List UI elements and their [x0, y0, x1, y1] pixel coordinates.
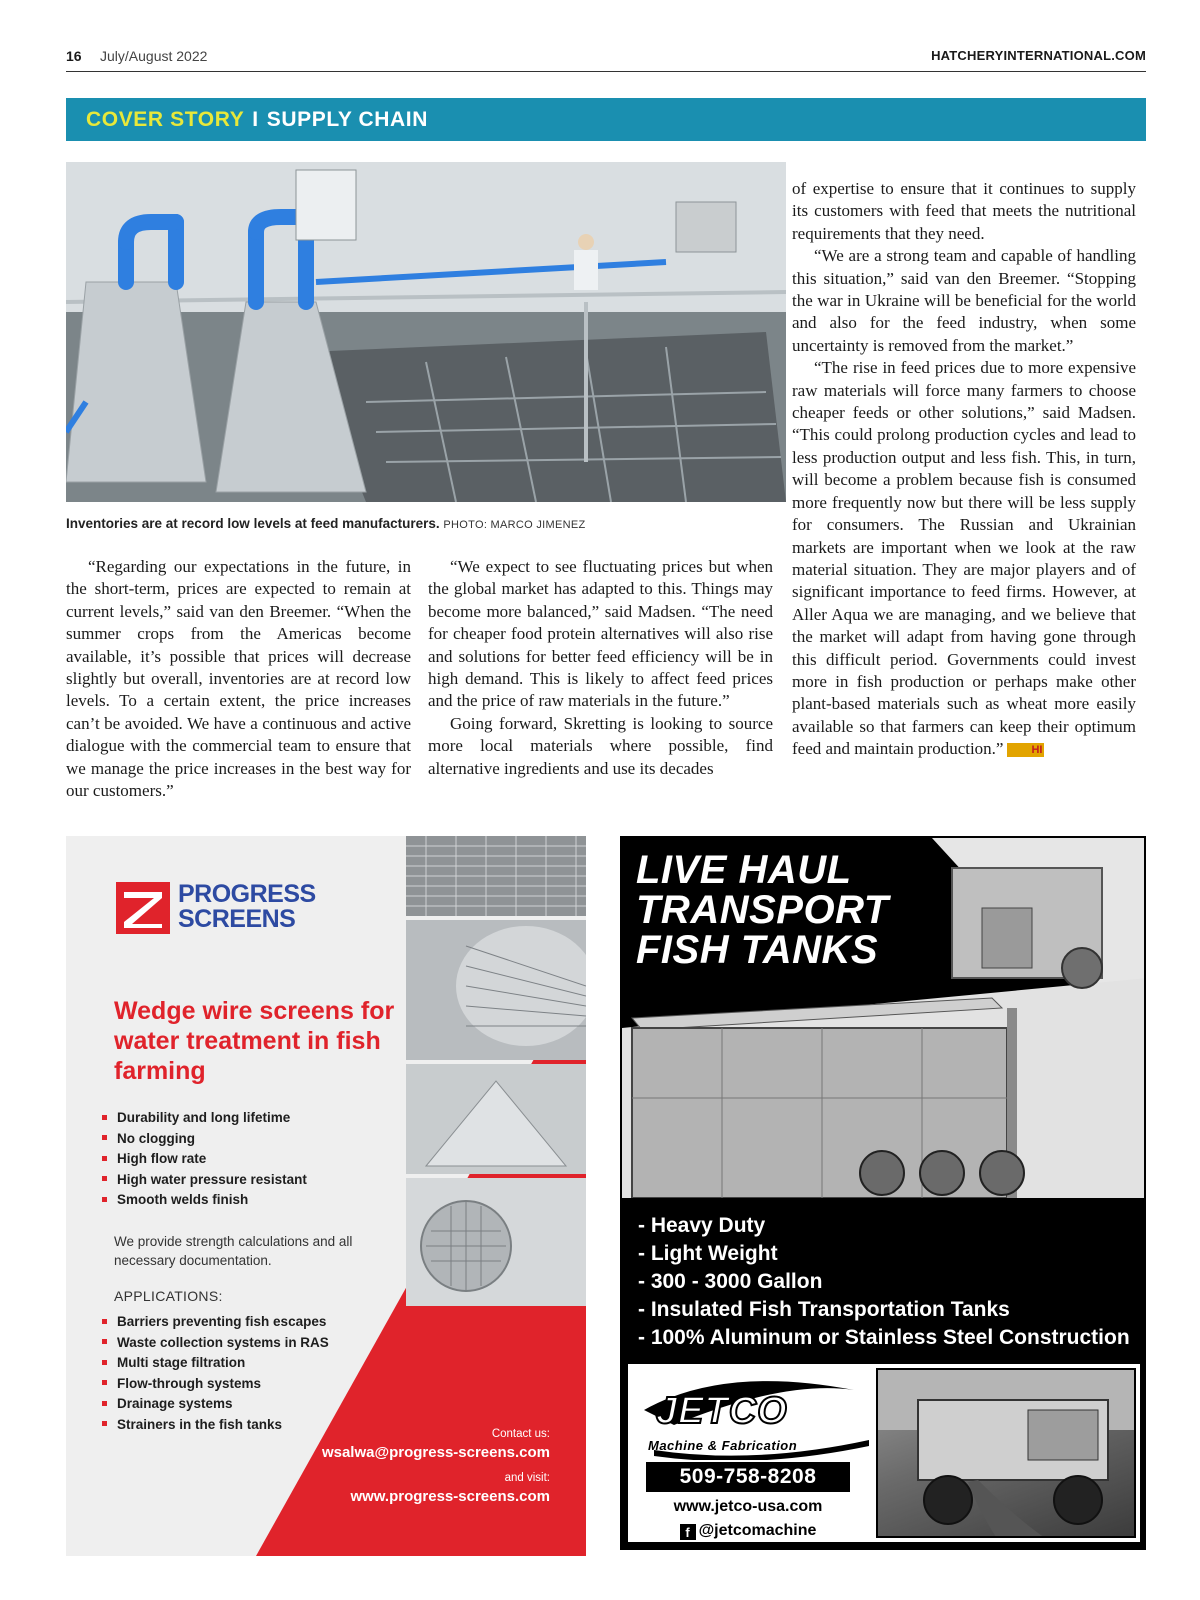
site-name[interactable]: HATCHERYINTERNATIONAL.COM: [931, 48, 1146, 63]
article-column-1: [66, 556, 411, 802]
ad-headline: Wedge wire screens for water treatment in fish farming: [114, 997, 395, 1085]
paragraph: Going forward, Skretting is looking to source more local materials where possible, find alternative ingredients and use its decades: [428, 713, 773, 778]
visit-label: and visit:: [504, 1472, 550, 1484]
truck-photo: [876, 1368, 1136, 1538]
phone-number[interactable]: 509-758-8208: [646, 1462, 850, 1492]
contact-website[interactable]: www.progress-screens.com: [350, 1488, 550, 1505]
logo-mark: [116, 882, 170, 934]
photo-credit: PHOTO: MARCO JIMENEZ: [443, 519, 586, 531]
brand-line-1: PROGRESS: [178, 880, 316, 908]
end-mark-icon: HI: [1007, 743, 1044, 757]
section-secondary: SUPPLY CHAIN: [266, 108, 428, 131]
list-item: Smooth welds finish: [102, 1190, 307, 1211]
list-item: - Heavy Duty: [638, 1212, 1130, 1240]
list-item: - 100% Aluminum or Stainless Steel Construction: [638, 1324, 1130, 1352]
list-item: Strainers in the fish tanks: [102, 1415, 329, 1436]
social-text: @jetcomachine: [698, 1522, 817, 1539]
section-primary: COVER STORY: [86, 108, 245, 131]
paragraph: [792, 357, 1136, 760]
title-line: LIVE HAUL: [636, 848, 852, 892]
list-item: - Insulated Fish Transportation Tanks: [638, 1296, 1130, 1324]
ad-contact-panel: [628, 1364, 1140, 1542]
contact-email[interactable]: wsalwa@progress-screens.com: [321, 1444, 550, 1461]
list-item: - Light Weight: [638, 1240, 1130, 1268]
list-item: - 300 - 3000 Gallon: [638, 1268, 1130, 1296]
progress-screens-ad[interactable]: [66, 836, 586, 1556]
paragraph: “Regarding our expectations in the future, in the short-term, prices are expected to remain at current levels,” said van den Breemer. “When the summer crops from the Americas become available, it’s possible that prices will decrease slightly but overall, inventories are at record low levels. To a certain extent, the price increases can’t be avoided. We have a continuous and active dialogue with the commercial team to ensure that we manage the price increases in the best way for our customers.”: [66, 557, 411, 801]
feature-list: [102, 1108, 307, 1211]
page-number: 16: [66, 48, 82, 64]
list-item: Flow-through systems: [102, 1374, 329, 1395]
ad-title: [636, 850, 889, 970]
feature-list: [638, 1212, 1130, 1352]
progress-screens-logo-icon: [116, 882, 170, 934]
photo-caption: [66, 516, 786, 531]
list-item: Multi stage filtration: [102, 1353, 329, 1374]
social-handle[interactable]: [646, 1522, 850, 1540]
truck-illustration: [878, 1370, 1136, 1538]
facebook-icon: f: [680, 1524, 696, 1540]
website-link[interactable]: www.jetco-usa.com: [673, 1498, 823, 1515]
article-column-2: [428, 556, 773, 780]
jetco-tagline: Machine & Fabrication: [648, 1438, 798, 1453]
page-header: [66, 46, 1146, 72]
hatchery-illustration: [66, 162, 786, 502]
paragraph: “We are a strong team and capable of handling this situation,” said van den Breemer. “Stopping the war in Ukraine will be beneficial for the world and also for the feed industry, when some uncertainty is removed from the market.”: [792, 246, 1136, 355]
contact-label: Contact us:: [491, 1428, 550, 1440]
brand-line-2: SCREENS: [178, 905, 296, 933]
list-item: No clogging: [102, 1129, 307, 1150]
list-item: Waste collection systems in RAS: [102, 1333, 329, 1354]
article-column-3: [792, 178, 1136, 761]
article-photo: [66, 162, 786, 502]
section-bar: [66, 98, 1146, 141]
title-line: TRANSPORT: [636, 888, 889, 932]
product-photos: [406, 836, 586, 1306]
paragraph: “We expect to see fluctuating prices but when the global market has adapted to this. Things may become more balanced,” said Madsen. “The need for cheaper food protein alternatives will also rise and solutions for better feed efficiency will be in high demand. This is likely to affect feed prices and the price of raw materials in the future.”: [428, 557, 773, 711]
issue-date: July/August 2022: [100, 48, 208, 64]
applications-heading: APPLICATIONS:: [114, 1288, 223, 1304]
brand-name: [178, 882, 316, 932]
paragraph-text: “The rise in feed prices due to more expensive raw materials will force many farmers to choose cheaper feeds or other solutions,” said Madsen. “This could prolong production cycles and lead to less production output and less fish. This, in turn, will become a problem because fish is consumed more frequently now but there will be less supply for consumers. The Russian and Ukrainian markets are important when we look at the raw material situation. They are major players and of significant importance to feed firms. However, at Aller Aqua we are managing, and we believe that the market will adapt from having gone through this difficult period. Governments could invest more in fish production or perhaps make other plant-based materials such as wheat more easily available so that farmers can keep their optimum feed and maintain production.”: [792, 358, 1136, 759]
ad-note: We provide strength calculations and all necessary documentation.: [114, 1234, 353, 1268]
section-separator: I: [252, 108, 259, 131]
list-item: Drainage systems: [102, 1394, 329, 1415]
list-item: Durability and long lifetime: [102, 1108, 307, 1129]
ad-contact: [322, 1426, 550, 1514]
title-line: FISH TANKS: [636, 928, 879, 972]
caption-text: Inventories are at record low levels at feed manufacturers.: [66, 516, 440, 531]
list-item: High flow rate: [102, 1149, 307, 1170]
list-item: Barriers preventing fish escapes: [102, 1312, 329, 1333]
applications-list: [102, 1312, 329, 1435]
jetco-ad[interactable]: [620, 836, 1146, 1550]
jetco-logo: JETCO: [656, 1390, 788, 1432]
paragraph-continued: of expertise to ensure that it continues to supply its customers with feed that meets the nutritional requirements that they need.: [792, 179, 1136, 243]
list-item: High water pressure resistant: [102, 1170, 307, 1191]
